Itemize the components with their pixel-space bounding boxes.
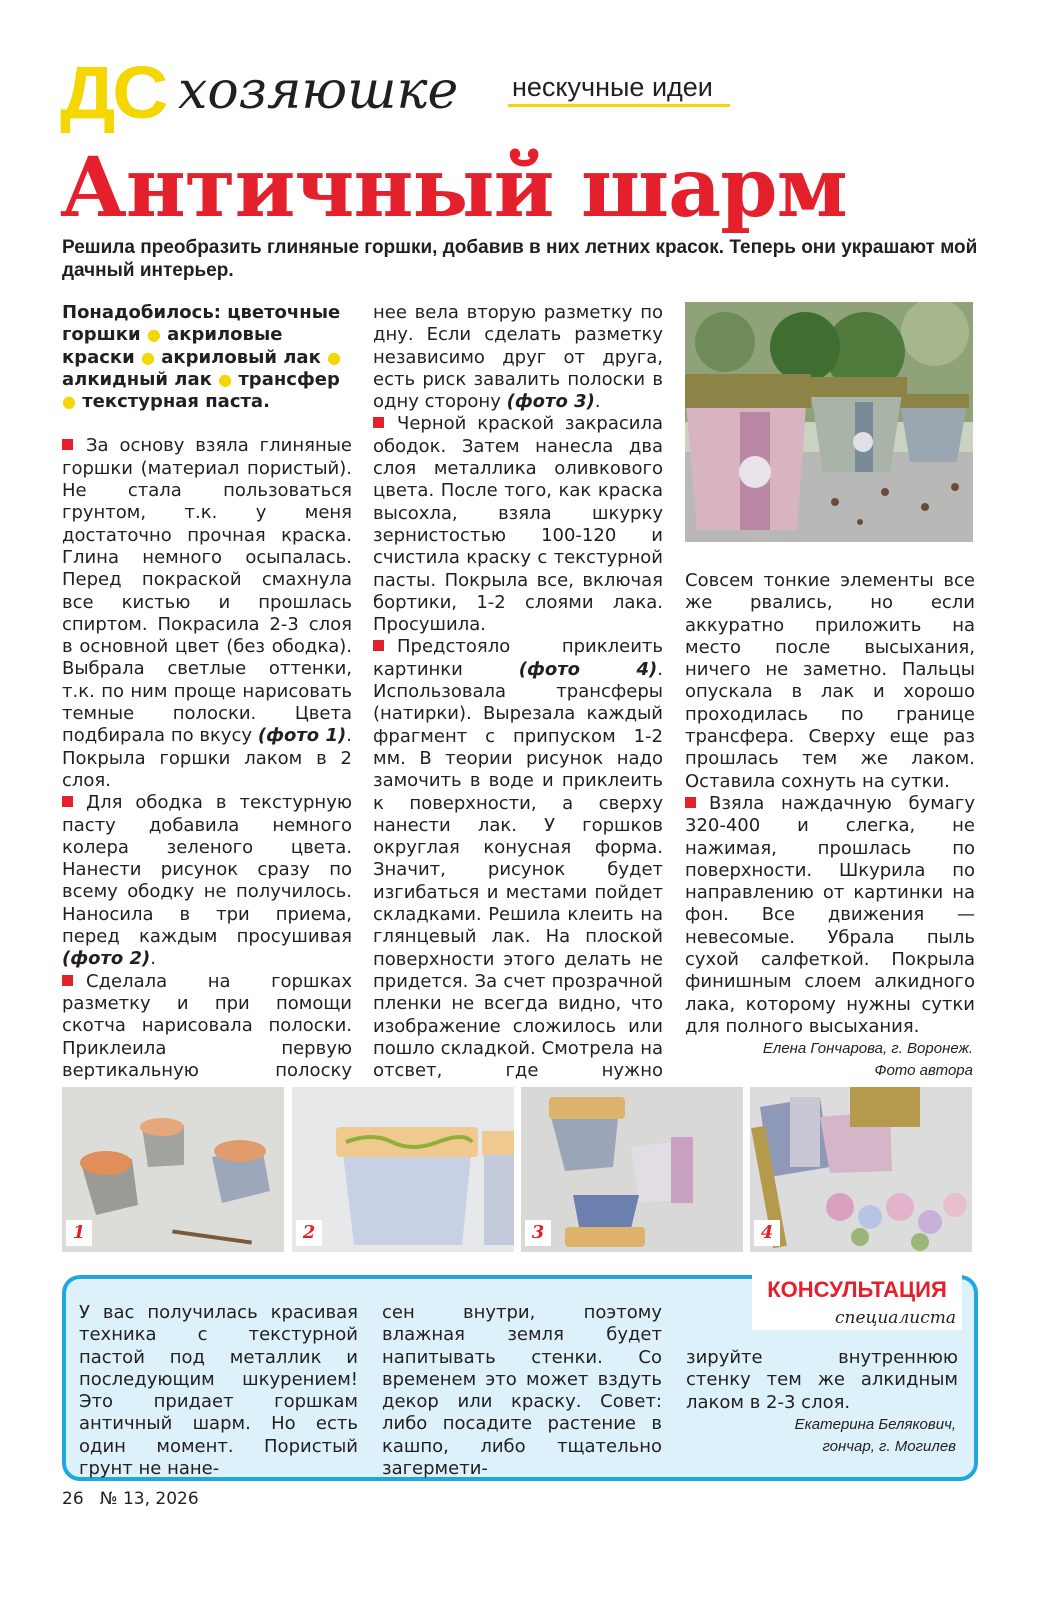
paragraph-6: Взяла наждачную бумагу 320-400 и слегка, не нажимая, прошлась по поверхности. Шкурила по направлению от картинки на фон. Все движения — невесомые. Убрала пыль сухой салфеткой. Покрыла финишным слоем алкидного лака, которому нужны сутки для полного высыхания. bbox=[685, 792, 975, 1037]
red-square-bullet-icon bbox=[62, 975, 73, 986]
consultation-subtitle: специалиста bbox=[834, 1308, 956, 1328]
paragraph-1: За основу взяла глиняные горшки (материал пористый). Не стала пользоваться грунтом, т.к. у меня достаточно прочная краска. Глина немного осыпалась. Перед покраской смахнула все кистью и прошлась спиртом. Покрасила 2-3 слоя в основной цвет (без ободка). Выбрала светлые оттенки, т.к. по ним проще нарисовать темные полоски. Цвета подбирала по вкусу (фото 1). Покрыла горшки лаком в 2 слоя. bbox=[62, 435, 352, 791]
photo-3 bbox=[521, 1087, 743, 1252]
consultation-title: КОНСУЛЬТАЦИЯ bbox=[767, 1277, 947, 1302]
transfers-icon bbox=[750, 1087, 972, 1252]
article-lead: Решила преобразить глиняные горшки, добавив в них летних красок. Теперь они украшают мой дачный интерьер. bbox=[62, 237, 978, 281]
page-number: 26 bbox=[62, 1489, 84, 1509]
paragraph-5-continued: Совсем тонкие элементы все же рвались, но если аккуратно приложить на место после высыхания, ничего не заметно. Пальцы опускала в лак и хорошо проходилась по границе трансфера. Сверху еще раз прошлась тем же лаком. Оставила сохнуть на сутки. bbox=[685, 570, 975, 792]
paragraph-4: Черной краской закрасила ободок. Затем нанесла два слоя металлика оливкового цвета. После того, как краска высохла, взяла шкурку зернистостью 100-120 и счистила краску с текстурной пасты. Покрыла все, включая бортики, 1-2 слоями лака. Просушила. bbox=[373, 413, 663, 636]
bullet-dot-icon: ● bbox=[141, 347, 155, 367]
rubric-subtitle: нескучные идеи bbox=[512, 72, 713, 102]
article-author: Елена Гончарова, г. Воронеж. bbox=[762, 1040, 973, 1057]
consultant-name: Екатерина Белякович, bbox=[794, 1416, 956, 1433]
red-square-bullet-icon bbox=[373, 640, 384, 651]
photo-number: 3 bbox=[525, 1220, 551, 1246]
photo-number: 4 bbox=[754, 1220, 780, 1246]
red-square-bullet-icon bbox=[685, 797, 696, 808]
bullet-dot-icon: ● bbox=[218, 369, 233, 389]
paragraph-3: Сделала на горшках разметку и при помощи скотча нарисовала полоски. Приклеила первую вертикальную полоску bbox=[62, 970, 352, 1081]
striped-pots-icon bbox=[521, 1087, 743, 1252]
consultation-column-2: сен внутри, поэтому влажная земля будет напитывать стенки. Со временем это может вздуть декор или краску. Совет: либо посадите растение в кашпо, либо тщательно загермети- bbox=[382, 1302, 662, 1480]
red-square-bullet-icon bbox=[373, 417, 384, 428]
photo-4 bbox=[750, 1087, 972, 1252]
photo-number: 2 bbox=[296, 1220, 322, 1246]
hero-pots-photo bbox=[685, 302, 973, 542]
magazine-logo: ДС bbox=[60, 51, 166, 134]
paragraph-3-continued: нее вела вторую разметку по дну. Если сделать разметку независимо друг от друга, есть риск завалить полоски в одну сторону (фото 3). bbox=[373, 302, 663, 413]
paragraph-2: Для ободка в текстурную пасту добавила немного колера зеленого цвета. Нанести рисунок сразу по всему ободку не получилось. Наносила в три приема, перед каждым просушивая (фото 2). bbox=[62, 792, 352, 970]
text-column-1 bbox=[62, 302, 352, 1104]
terracotta-pots-icon bbox=[62, 1087, 284, 1252]
rubric-underline bbox=[508, 104, 730, 107]
red-square-bullet-icon bbox=[62, 796, 73, 807]
page-footer bbox=[62, 1488, 199, 1510]
photo-credit: Фото автора bbox=[874, 1062, 973, 1079]
bullet-dot-icon: ● bbox=[62, 392, 76, 412]
materials-list: Понадобилось: цветочные горшки ● акриловые краски ● акриловый лак ● алкидный лак ● трансфер ● текстурная паста. bbox=[62, 302, 342, 413]
issue-number: № 13, 2026 bbox=[99, 1489, 199, 1509]
consultant-role: гончар, г. Могилев bbox=[822, 1438, 956, 1455]
textured-rim-icon bbox=[292, 1087, 514, 1252]
photo-2 bbox=[292, 1087, 514, 1252]
article-title: Античный шарм bbox=[60, 140, 847, 236]
bullet-dot-icon: ● bbox=[146, 325, 161, 345]
photo-number: 1 bbox=[66, 1220, 92, 1246]
text-column-2 bbox=[373, 302, 663, 1105]
paragraph-5: Предстояло приклеить картинки (фото 4). Использовала трансферы (натирки). Вырезала каждый фрагмент с припуском 1-2 мм. В теории рисунок надо замочить в воде и приклеить к поверхности, а сверху нанести лак. У горшков округлая конусная форма. Значит, рисунок будет изгибаться и местами пойдет складками. Решила клеить на глянцевый лак. На плоской поверхности этого делать не придется. За счет прозрачной пленки не всегда видно, что изображение сложилось или пошло складкой. Смотрела на отсвет, где нужно bbox=[373, 636, 663, 1082]
bullet-dot-icon: ● bbox=[327, 347, 342, 367]
red-square-bullet-icon bbox=[62, 439, 73, 450]
text-column-3 bbox=[685, 570, 975, 1038]
rubric-title: хозяюшке bbox=[178, 61, 459, 121]
consultation-column-3: зируйте внутреннюю стенку тем же алкидным лаком в 2-3 слоя. bbox=[686, 1347, 958, 1413]
consultation-column-1: У вас получилась красивая техника с текстурной пастой под металлик и последующим шкурением! Это придает горшкам античный шарм. Но есть один момент. Пористый грунт не нане- bbox=[79, 1302, 358, 1480]
photo-1 bbox=[62, 1087, 284, 1252]
hero-pots-image bbox=[685, 302, 973, 542]
